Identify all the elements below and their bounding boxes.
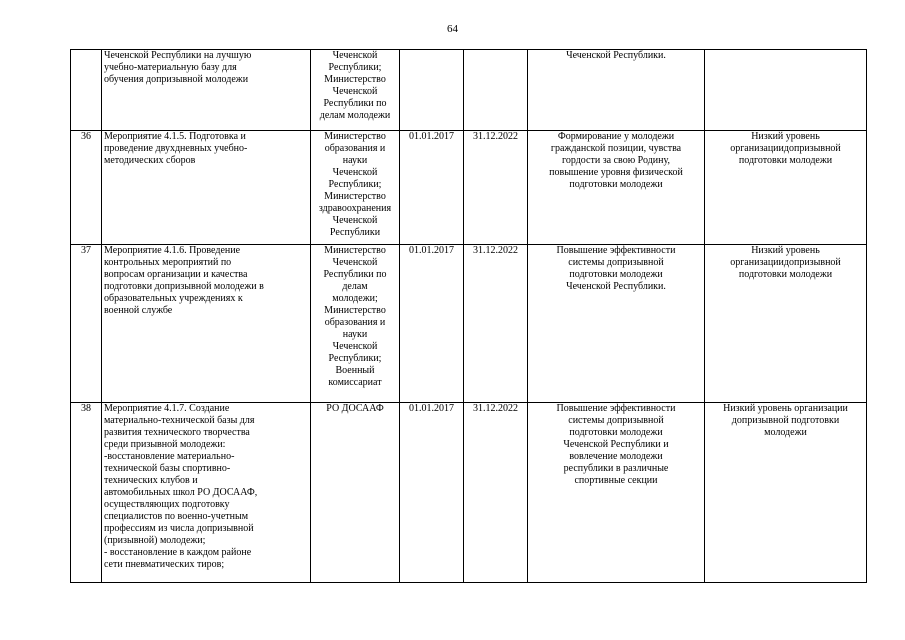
start-date [400, 50, 464, 131]
risk-consequence: Низкий уровень организациидопризывной подготовки молодежи [705, 245, 867, 403]
expected-result: Повышение эффективности системы допризывной подготовки молодежи Чеченской Республики. [528, 245, 705, 403]
end-date: 31.12.2022 [464, 245, 528, 403]
table-row [71, 245, 867, 403]
risk-consequence: Низкий уровень организации допризывной подготовки молодежи [705, 403, 867, 583]
table-row [71, 131, 867, 245]
end-date [464, 50, 528, 131]
risk-consequence: Низкий уровень организациидопризывной подготовки молодежи [705, 131, 867, 245]
start-date: 01.01.2017 [400, 403, 464, 583]
start-date: 01.01.2017 [400, 245, 464, 403]
row-number [71, 50, 102, 131]
expected-result: Чеченской Республики. [528, 50, 705, 131]
executor: РО ДОСААФ [311, 403, 400, 583]
measure-name: Мероприятие 4.1.5. Подготовка и проведение двухдневных учебно- методических сборов [102, 131, 311, 245]
measure-name: Мероприятие 4.1.6. Проведение контрольных мероприятий по вопросам организации и качества подготовки допризывной молодежи в образовательных учреждениях к военной службе [102, 245, 311, 403]
executor: Министерство образования и науки Чеченской Республики; Министерство здравоохранения Чеченской Республики [311, 131, 400, 245]
table-row [71, 403, 867, 583]
expected-result: Повышение эффективности системы допризывной подготовки молодежи Чеченской Республики и вовлечение молодежи республики в различные спортивные секции [528, 403, 705, 583]
measure-name: Чеченской Республики на лучшую учебно-материальную базу для обучения допризывной молодежи [102, 50, 311, 131]
risk-consequence [705, 50, 867, 131]
row-number: 38 [71, 403, 102, 583]
row-number: 37 [71, 245, 102, 403]
end-date: 31.12.2022 [464, 131, 528, 245]
executor: Чеченской Республики; Министерство Чеченской Республики по делам молодежи [311, 50, 400, 131]
row-number: 36 [71, 131, 102, 245]
table-row [71, 50, 867, 131]
end-date: 31.12.2022 [464, 403, 528, 583]
executor: Министерство Чеченской Республики по делам молодежи; Министерство образования и науки Чеченской Республики; Военный комиссариат [311, 245, 400, 403]
measure-name: Мероприятие 4.1.7. Создание материально-технической базы для развития технического творчества среди призывной молодежи: -восстановление материально- технической базы спортивно- технических клубов и автомобильных школ РО ДОСААФ, осуществляющих подготовку специалистов по военно-учетным профессиям из числа допризывной (призывной) молодежи; - восстановление в каждом районе сети пневматических тиров; [102, 403, 311, 583]
measures-table [70, 49, 867, 583]
start-date: 01.01.2017 [400, 131, 464, 245]
expected-result: Формирование у молодежи гражданской позиции, чувства гордости за свою Родину, повышение уровня физической подготовки молодежи [528, 131, 705, 245]
page-number: 64 [447, 23, 458, 35]
